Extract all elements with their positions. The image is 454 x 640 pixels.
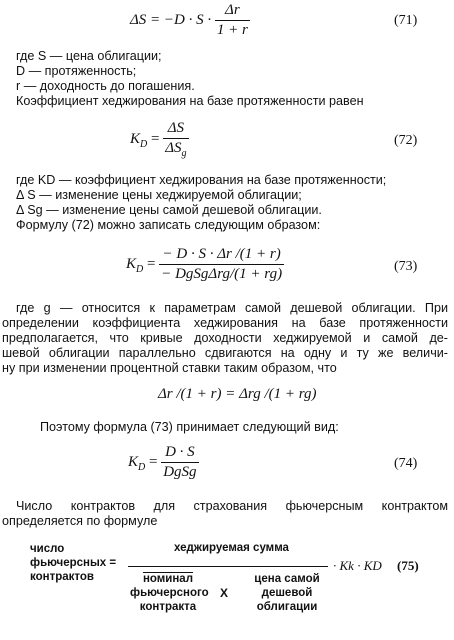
eq71-denominator: 1 + r — [216, 22, 248, 38]
eq75-nominal-line-1: номинал — [142, 573, 194, 585]
paragraph-g-line-4: шевой облигации параллельно сдвигаются на одну и ту же величи- — [2, 346, 448, 360]
equation-74 — [128, 444, 199, 481]
def-r: r — доходность до погашения. — [16, 79, 195, 93]
eq73-lhs: K — [126, 255, 137, 272]
eq75-price-line-1: цена самой — [254, 573, 320, 585]
def-s: где S — цена облигации; — [16, 49, 162, 63]
eq75-nominal-line-3: контракта — [139, 601, 197, 613]
paragraph-contracts-line-1: Число контрактов для страхования фьючерсным контрактом — [16, 499, 448, 513]
eq72-equals: = — [151, 130, 160, 147]
eq75-left-label — [30, 542, 116, 584]
eq72-lhs: K — [130, 130, 141, 147]
eq74-fraction — [161, 444, 198, 481]
eq72-lhs-sub: D — [140, 138, 148, 150]
eq73-fraction — [159, 246, 284, 283]
eq71-lhs: ΔS = −D · S · — [130, 11, 212, 28]
paragraph-g-line-3: предполагается, что кривые доходности хеджируемой и самой де- — [2, 331, 448, 345]
equation-yield-shift: Δr /(1 + r) = Δrg /(1 + rg) — [158, 386, 317, 402]
eq72-number: (72) — [394, 133, 418, 148]
eq75-number: (75) — [397, 558, 419, 573]
equation-71 — [130, 2, 250, 39]
equation-73 — [126, 246, 284, 283]
eq75-times: X — [220, 586, 229, 600]
def-d: D — протяженность; — [16, 64, 137, 78]
eq71-fraction — [215, 2, 250, 39]
def-delta-s: Δ S — изменение цены хеджируемой облигации; — [16, 188, 302, 202]
eq75-price-line-3: облигации — [256, 601, 318, 613]
eq72-denominator-sub: g — [181, 148, 187, 159]
eq73-denominator: − DgSgΔrg/(1 + rg) — [161, 266, 283, 282]
def-delta-sg: Δ Sg — изменение цены самой дешевой облигации. — [16, 203, 322, 217]
eq75-tail: · Kk · KD — [333, 558, 382, 573]
eq75-price-line-2: дешевой — [261, 587, 313, 599]
eq71-number: (71) — [394, 13, 418, 28]
paragraph-g-line-1: где g — относится к параметрам самой дешевой облигации. При — [16, 301, 448, 315]
eq72-denominator-wrap — [163, 139, 188, 159]
eq75-numerator: хеджируемая сумма — [174, 542, 289, 554]
eq72-fraction — [163, 120, 188, 159]
paragraph-intro-72: Коэффициент хеджирования на базе протяженности равен — [16, 94, 364, 108]
eq73-numerator: − D · S · Δr /(1 + r) — [159, 246, 284, 265]
eq73-number: (73) — [394, 259, 418, 274]
eq74-numerator: D · S — [161, 444, 198, 463]
def-kd: где KD — коэффициент хеджирования на базе протяженности; — [16, 173, 387, 187]
eq73-equals: = — [147, 255, 156, 272]
paragraph-intro-74: Поэтому формула (73) принимает следующий вид: — [40, 420, 339, 434]
eq74-lhs-sub: D — [138, 461, 146, 473]
eq73-lhs-sub: D — [136, 263, 144, 275]
eq74-number: (74) — [394, 456, 418, 471]
eq75-nominal-line-2: фьючерсного — [130, 587, 209, 599]
eq75-fraction-bar — [128, 566, 328, 567]
eq74-lhs: K — [128, 453, 139, 470]
eq75-left-line-1: число — [30, 543, 65, 555]
eq75-nominal — [130, 572, 209, 614]
eq75-price — [246, 572, 328, 614]
eq71-numerator: Δr — [215, 2, 250, 21]
eq72-denominator: ΔS — [165, 140, 182, 156]
eq72-numerator: ΔS — [163, 120, 188, 139]
eq75-left-line-3: контрактов — [30, 571, 94, 583]
paragraph-g-line-5: ну при изменении процентной ставки таким образом, что — [2, 361, 337, 375]
paragraph-contracts-line-2: определяется по формуле — [2, 514, 158, 528]
paragraph-g-line-2: определении коэффициента хеджирования на базе протяженности — [2, 316, 448, 330]
equation-72 — [130, 120, 189, 159]
eq74-denominator: DgSg — [163, 464, 197, 480]
eq74-equals: = — [149, 453, 158, 470]
eq75-left-line-2: фьючерсных = — [30, 557, 117, 569]
paragraph-intro-73: Формулу (72) можно записать следующим образом: — [16, 218, 321, 232]
